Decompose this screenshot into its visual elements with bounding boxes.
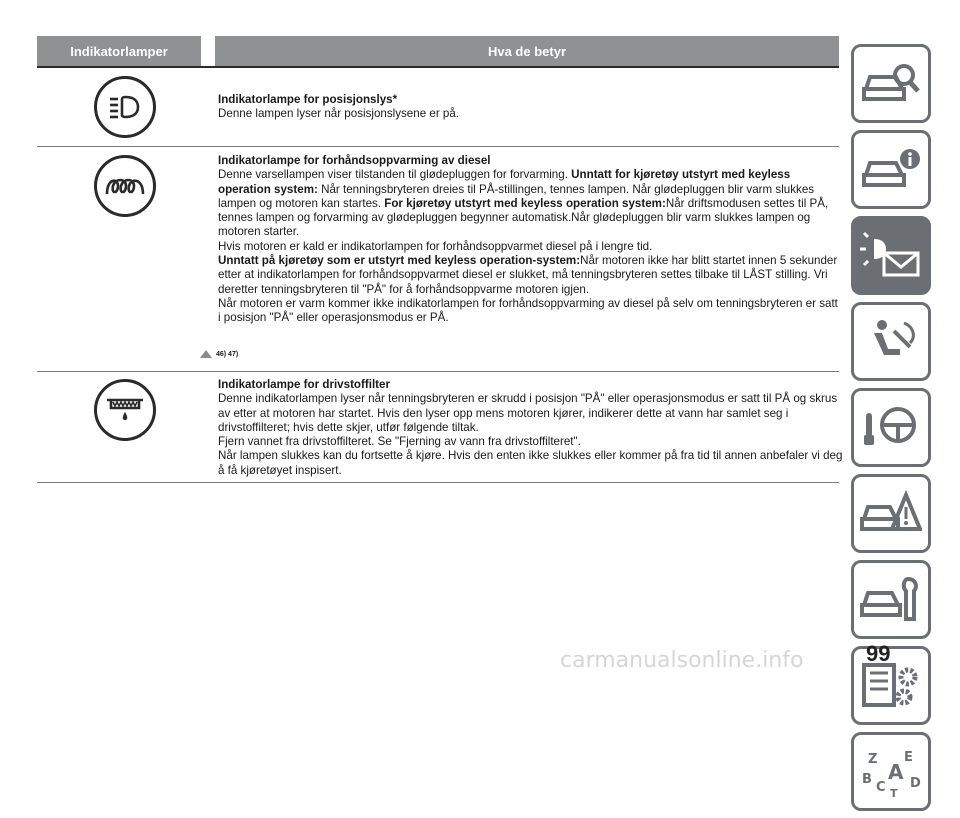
row-paragraph: Denne indikatorlampen lyser når tenningsbryteren er skrudd i posisjon "PÅ" eller operasjonsmodus er satt til PÅ og skrus av etter at motoren har startet. Hvis den lyser opp mens motoren kjører, indikerer dette at vann har samlet seg i drivstoffilteret; hvis dette skjer, utfør følgende tiltak. xyxy=(218,392,838,434)
row-paragraph xyxy=(218,168,843,239)
row-paragraph: Når motoren er varm kommer ikke indikatorlampen for forhåndsoppvarming av diesel på selv om tenningsbryteren er satt i posisjon "PÅ" eller operasjonsmodus er PÅ. xyxy=(218,296,838,325)
position-light-icon xyxy=(94,76,156,138)
table-row xyxy=(37,372,843,483)
tab-safety[interactable] xyxy=(851,302,931,381)
row-description xyxy=(218,93,843,122)
text-segment: Når tenningsbryteren dreies til PÅ-stillingen, tennes lampen. Når glødepluggen blir varm slukkes lampen og motoren kan startes. xyxy=(218,182,815,210)
row-description xyxy=(218,378,843,478)
column-header-meaning: Hva de betyr xyxy=(215,36,839,66)
steering-wheel-icon xyxy=(860,403,922,453)
row-text: Denne lampen lyser når posisjonslysene er på. xyxy=(218,107,460,121)
reference-numbers: 46) 47) xyxy=(216,350,239,358)
tab-technical-data[interactable] xyxy=(851,646,931,725)
row-description xyxy=(218,154,843,326)
svg-text:B: B xyxy=(862,771,872,787)
svg-text:T: T xyxy=(890,786,898,797)
column-header-indicators: Indikatorlamper xyxy=(37,36,201,66)
tab-warning-lights[interactable] xyxy=(851,216,931,295)
car-warning-triangle-icon xyxy=(860,489,922,539)
tab-car-info[interactable] xyxy=(851,130,931,209)
specs-gears-icon xyxy=(860,661,922,711)
table-row xyxy=(37,147,839,372)
car-search-icon xyxy=(860,59,922,109)
row-title: Indikatorlampe for forhåndsoppvarming av diesel xyxy=(218,154,491,167)
text-segment: Denne varsellampen viser tilstanden til glødepluggen for forvarming. xyxy=(218,168,572,182)
airbag-seat-icon xyxy=(860,317,922,367)
tab-driving[interactable] xyxy=(851,388,931,467)
svg-text:A: A xyxy=(888,759,904,784)
tab-emergency[interactable] xyxy=(851,474,931,553)
svg-text:C: C xyxy=(876,779,886,795)
fuel-filter-icon xyxy=(94,379,156,441)
row-paragraph: Når lampen slukkes kan du fortsette å kjøre. Hvis den enten ikke slukkes eller kommer på fra tid til annen anbefaler vi deg å få kjøretøyet inspisert. xyxy=(218,449,843,477)
warning-hand-icon xyxy=(199,349,213,359)
tab-car-search[interactable] xyxy=(851,44,931,123)
svg-text:Z: Z xyxy=(868,751,878,767)
text-segment: Når driftsmodusen settes til PÅ, tennes lampen og forvarming av glødepluggen begynner automatisk.Når glødepluggen blir varm slukkes lampen og motoren starter. xyxy=(218,196,829,239)
chapter-sidebar xyxy=(851,44,931,818)
references xyxy=(199,349,238,359)
row-paragraph: Hvis motoren er kald er indikatorlampen for forhåndsoppvarmet diesel på i lengre tid. xyxy=(218,239,653,253)
glow-plug-icon xyxy=(94,155,156,217)
car-wrench-icon xyxy=(860,575,922,625)
alphabet-index-icon xyxy=(860,747,922,797)
table-row xyxy=(37,68,839,147)
text-segment-bold: For kjøretøy utstyrt med keyless operation system: xyxy=(384,196,666,210)
row-title: Indikatorlampe for posisjonslys* xyxy=(218,93,398,106)
row-paragraph xyxy=(218,254,843,297)
row-paragraph: Fjern vannet fra drivstoffilteret. Se "Fjerning av vann fra drivstoffilteret". xyxy=(218,435,581,449)
row-title: Indikatorlampe for drivstoffilter xyxy=(218,378,390,391)
table-header xyxy=(37,36,839,68)
svg-text:E: E xyxy=(904,749,913,765)
text-segment-bold: Unntatt på kjøretøy som er utstyrt med keyless operation-system: xyxy=(218,254,581,268)
page-number: 99 xyxy=(866,641,891,666)
svg-text:D: D xyxy=(910,775,921,791)
car-info-icon xyxy=(860,145,922,195)
watermark: carmanualsonline.info xyxy=(560,648,804,673)
warning-light-message-icon xyxy=(860,231,922,281)
text-segment-bold: Unntatt for kjøretøy utstyrt med keyless operation system: xyxy=(218,168,791,196)
tab-maintenance[interactable] xyxy=(851,560,931,639)
text-segment: Når motoren ikke har blitt startet innen 5 sekunder etter at indikatorlampen for forhåndsoppvarmet diesel er slukket, må tenningsbryteren settes tilbake til LÅST stilling. Vri deretter tenningsbryteren til "PÅ" for å forhåndsoppvarme motoren igjen. xyxy=(218,254,838,296)
tab-index[interactable] xyxy=(851,732,931,811)
